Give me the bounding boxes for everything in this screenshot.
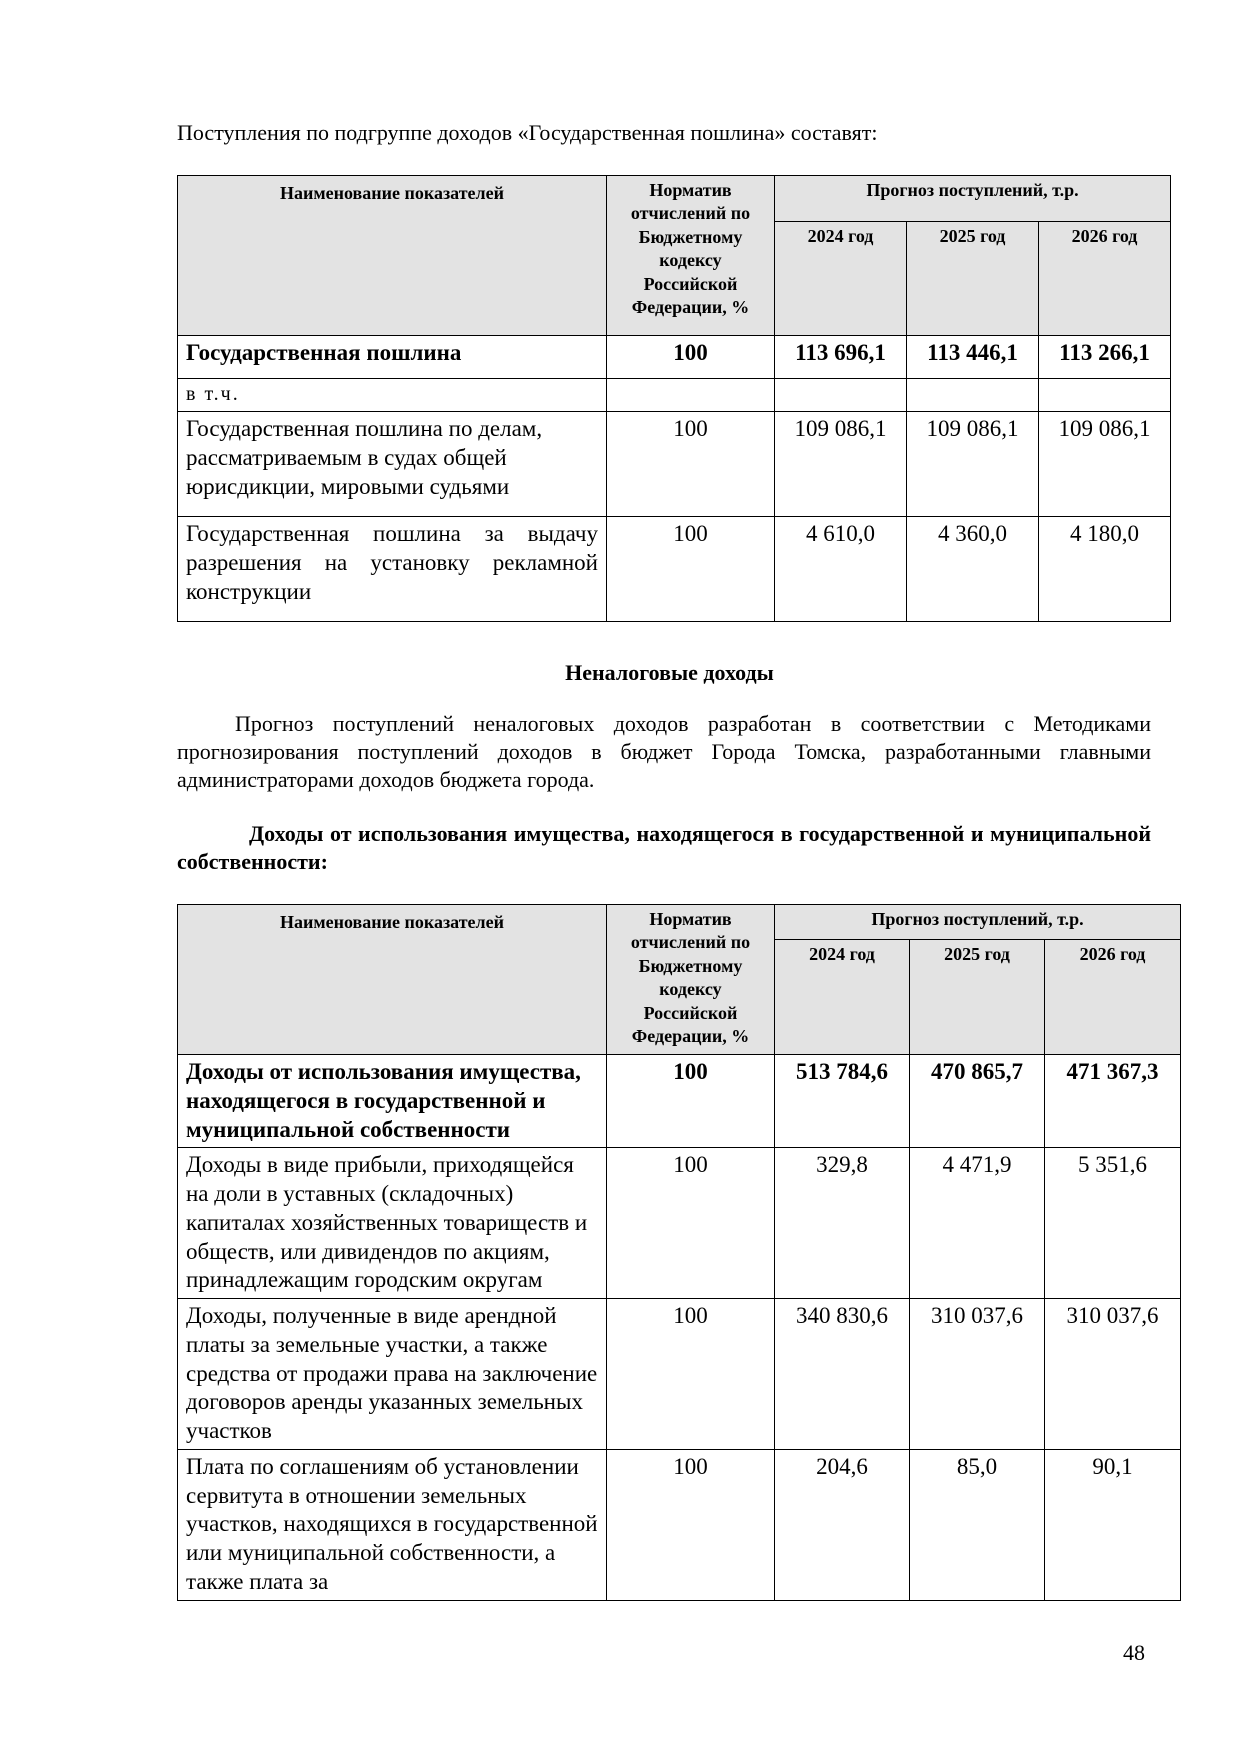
row-norm: 100 (607, 1449, 775, 1600)
row-2025: 310 037,6 (910, 1299, 1045, 1450)
row-2025: 85,0 (910, 1449, 1045, 1600)
row-2026 (1039, 379, 1171, 412)
row-2025: 4 360,0 (907, 517, 1039, 622)
table-row (178, 1148, 1181, 1299)
row-name: в т.ч. (178, 379, 607, 412)
row-2024: 4 610,0 (775, 517, 907, 622)
body-paragraph: Прогноз поступлений неналоговых доходов разработан в соответствии с Методиками прогнозирования поступлений доходов в бюджет Города Томска, разработанными главными администраторами доходов бюджета города. (177, 711, 1151, 792)
table-row (178, 1449, 1181, 1600)
table-row (178, 517, 1171, 622)
row-2026: 5 351,6 (1045, 1148, 1181, 1299)
row-2026: 90,1 (1045, 1449, 1181, 1600)
row-name: Доходы в виде прибыли, приходящейся на доли в уставных (складочных) капиталах хозяйственных товариществ и обществ, или дивидендов по акциям, принадлежащим городским округам (178, 1148, 607, 1299)
section-heading: Неналоговые доходы (565, 660, 774, 685)
header-year-2025: 2025 год (910, 940, 1045, 1055)
table-row (178, 1055, 1181, 1148)
header-year-2025: 2025 год (907, 221, 1039, 335)
row-norm: 100 (607, 1055, 775, 1148)
table-row (178, 379, 1171, 412)
header-year-2026: 2026 год (1039, 221, 1171, 335)
header-norm: Норматив отчислений по Бюджетному кодексу Российской Федерации, % (607, 176, 775, 336)
table-row (178, 412, 1171, 517)
header-name: Наименование показателей (178, 176, 607, 336)
row-2024 (775, 379, 907, 412)
row-2025: 109 086,1 (907, 412, 1039, 517)
row-2024: 329,8 (775, 1148, 910, 1299)
row-2026: 310 037,6 (1045, 1299, 1181, 1450)
row-norm (607, 379, 775, 412)
row-2025: 470 865,7 (910, 1055, 1045, 1148)
row-2024: 113 696,1 (775, 336, 907, 379)
row-name: Доходы от использования имущества, находящегося в государственной и муниципальной собственности (178, 1055, 607, 1148)
row-norm: 100 (607, 1299, 775, 1450)
row-2026: 4 180,0 (1039, 517, 1171, 622)
row-2026: 109 086,1 (1039, 412, 1171, 517)
row-norm: 100 (607, 412, 775, 517)
table-header-row (178, 176, 1171, 222)
row-norm: 100 (607, 1148, 775, 1299)
intro-text: Поступления по подгруппе доходов «Государственная пошлина» составят: (177, 120, 878, 145)
subsection-heading: Доходы от использования имущества, находящегося в государственной и муниципальной собственности: (177, 821, 1151, 874)
row-name: Государственная пошлина (178, 336, 607, 379)
header-year-2026: 2026 год (1045, 940, 1181, 1055)
header-norm: Норматив отчислений по Бюджетному кодексу Российской Федерации, % (607, 905, 775, 1055)
row-2026: 113 266,1 (1039, 336, 1171, 379)
row-name: Государственная пошлина по делам, рассматриваемым в судах общей юрисдикции, мировыми судьями (178, 412, 607, 517)
header-year-2024: 2024 год (775, 221, 907, 335)
row-2024: 513 784,6 (775, 1055, 910, 1148)
row-norm: 100 (607, 336, 775, 379)
row-name: Доходы, полученные в виде арендной платы за земельные участки, а также средства от продажи права на заключение договоров аренды указанных земельных участков (178, 1299, 607, 1450)
row-2026: 471 367,3 (1045, 1055, 1181, 1148)
state-duty-table (177, 175, 1171, 622)
row-name: Плата по соглашениям об установлении сервитута в отношении земельных участков, находящихся в государственной или муниципальной собственности, а также плата за (178, 1449, 607, 1600)
row-name: Государственная пошлина за выдачу разрешения на установку рекламной конструкции (178, 517, 607, 622)
row-2024: 109 086,1 (775, 412, 907, 517)
header-year-2024: 2024 год (775, 940, 910, 1055)
page-number: 48 (1123, 1640, 1145, 1665)
row-norm: 100 (607, 517, 775, 622)
table-row (178, 1299, 1181, 1450)
header-name: Наименование показателей (178, 905, 607, 1055)
header-forecast: Прогноз поступлений, т.р. (775, 905, 1181, 940)
row-2025: 4 471,9 (910, 1148, 1045, 1299)
table-row (178, 336, 1171, 379)
property-income-table (177, 904, 1181, 1601)
table-header-row (178, 905, 1181, 940)
row-2025 (907, 379, 1039, 412)
row-2024: 204,6 (775, 1449, 910, 1600)
row-2025: 113 446,1 (907, 336, 1039, 379)
row-2024: 340 830,6 (775, 1299, 910, 1450)
header-forecast: Прогноз поступлений, т.р. (775, 176, 1171, 222)
